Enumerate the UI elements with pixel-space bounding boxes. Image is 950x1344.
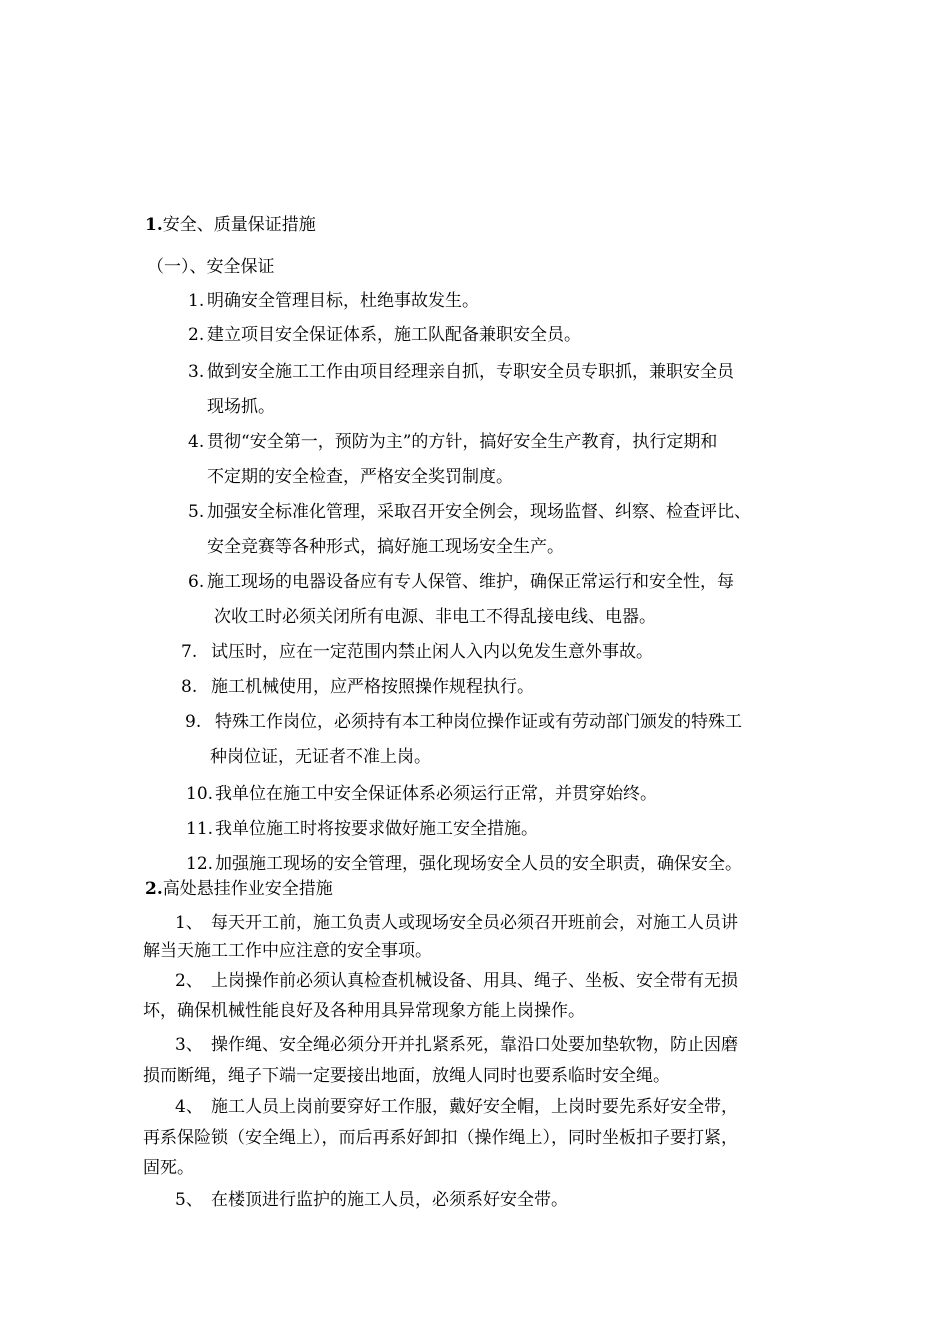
item-number: 1、	[175, 913, 203, 933]
list-item	[185, 711, 742, 733]
item-number: 5、	[175, 1190, 203, 1210]
item-number: 2、	[175, 971, 203, 991]
list-item-continuation: 不定期的安全检查，严格安全奖罚制度。	[207, 467, 513, 487]
item-text: 建立项目安全保证体系，施工队配备兼职安全员。	[207, 325, 581, 345]
item-text: 明确安全管理目标，杜绝事故发生。	[207, 291, 479, 311]
item-number: 2.	[188, 325, 205, 345]
item-text: 我单位在施工中安全保证体系必须运行正常，并贯穿始终。	[215, 784, 657, 804]
item-text: 在楼顶进行监护的施工人员，必须系好安全带。	[211, 1190, 568, 1210]
item-text: 施工人员上岗前要穿好工作服，戴好安全帽，上岗时要先系好安全带，	[211, 1097, 738, 1117]
list-item-continuation: 再系保险锁（安全绳上），而后再系好卸扣（操作绳上），同时坐板扣子要打紧，	[143, 1128, 738, 1148]
item-number: 11.	[186, 819, 214, 839]
item-text: 做到安全施工工作由项目经理亲自抓，专职安全员专职抓，兼职安全员	[207, 362, 734, 382]
item-number: 10.	[186, 784, 214, 804]
item-text: 加强安全标准化管理，采取召开安全例会，现场监督、纠察、检查评比、	[207, 502, 751, 522]
item-number: 12.	[186, 854, 214, 874]
list-item	[175, 912, 738, 934]
list-item	[175, 1034, 738, 1056]
subheading: （一）、安全保证	[147, 257, 275, 277]
item-text: 我单位施工时将按要求做好施工安全措施。	[215, 819, 538, 839]
item-number: 8.	[181, 677, 198, 697]
list-item-continuation: 种岗位证，无证者不准上岗。	[210, 747, 431, 767]
list-item	[188, 290, 479, 312]
list-item-continuation: 固死。	[143, 1158, 194, 1178]
item-text: 贯彻“安全第一，预防为主”的方针，搞好安全生产教育，执行定期和	[207, 432, 718, 452]
list-item	[188, 571, 734, 593]
item-text: 特殊工作岗位，必须持有本工种岗位操作证或有劳动部门颁发的特殊工	[215, 712, 742, 732]
item-text: 每天开工前，施工负责人或现场安全员必须召开班前会，对施工人员讲	[211, 913, 738, 933]
list-item-continuation: 坏，确保机械性能良好及各种用具异常现象方能上岗操作。	[143, 1001, 585, 1021]
list-item	[186, 818, 538, 840]
heading-number: 2.	[145, 879, 163, 899]
item-number: 3.	[188, 362, 205, 382]
item-number: 7.	[181, 642, 198, 662]
list-item	[188, 431, 717, 453]
list-item	[175, 1096, 738, 1118]
item-number: 4.	[188, 432, 205, 452]
list-item	[181, 676, 534, 698]
item-text: 加强施工现场的安全管理，强化现场安全人员的安全职责，确保安全。	[215, 854, 742, 874]
list-item	[186, 853, 742, 875]
list-item-continuation: 安全竞赛等各种形式，搞好施工现场安全生产。	[207, 537, 564, 557]
item-number: 9.	[185, 712, 202, 732]
item-text: 试压时，应在一定范围内禁止闲人入内以免发生意外事故。	[211, 642, 653, 662]
item-number: 1.	[188, 291, 205, 311]
item-number: 5.	[188, 502, 205, 522]
item-text: 施工现场的电器设备应有专人保管、维护，确保正常运行和安全性，每	[207, 572, 734, 592]
list-item-continuation: 损而断绳，绳子下端一定要接出地面，放绳人同时也要系临时安全绳。	[143, 1066, 670, 1086]
list-item-continuation: 解当天施工工作中应注意的安全事项。	[143, 941, 432, 961]
list-item	[188, 501, 751, 523]
list-item	[188, 324, 581, 346]
item-number: 4、	[175, 1097, 203, 1117]
list-item	[188, 361, 734, 383]
list-item	[175, 1189, 568, 1211]
list-item-continuation: 次收工时必须关闭所有电源、非电工不得乱接电线、电器。	[214, 607, 656, 627]
section-heading-1	[145, 214, 316, 236]
item-text: 操作绳、安全绳必须分开并扎紧系死，靠沿口处要加垫软物，防止因磨	[211, 1035, 738, 1055]
list-item	[181, 641, 653, 663]
list-item	[186, 783, 657, 805]
heading-text: 高处悬挂作业安全措施	[162, 879, 333, 899]
list-item-continuation: 现场抓。	[207, 397, 275, 417]
heading-text: 安全、质量保证措施	[162, 215, 316, 235]
section-heading-2	[145, 878, 333, 900]
item-text: 施工机械使用，应严格按照操作规程执行。	[211, 677, 534, 697]
item-number: 6.	[188, 572, 205, 592]
list-item	[175, 970, 738, 992]
item-number: 3、	[175, 1035, 203, 1055]
heading-number: 1.	[145, 215, 163, 235]
item-text: 上岗操作前必须认真检查机械设备、用具、绳子、坐板、安全带有无损	[211, 971, 738, 991]
